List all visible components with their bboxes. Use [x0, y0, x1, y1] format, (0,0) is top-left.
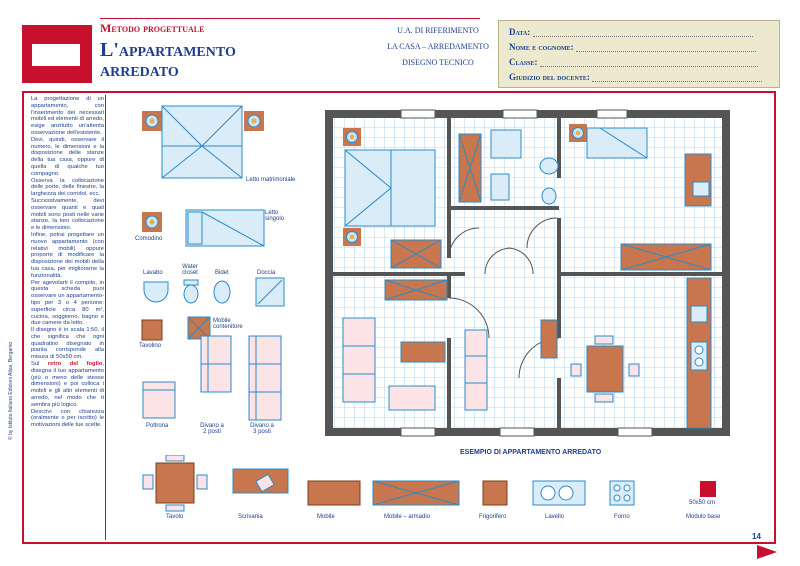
cabinet-symbol	[308, 481, 360, 505]
label-armchair: Poltrona	[146, 423, 169, 429]
sofa-2-seats-symbol	[201, 336, 231, 392]
desk-symbol	[233, 469, 288, 493]
form-field-data[interactable]	[533, 28, 753, 37]
instructions-text	[31, 96, 104, 429]
label-washbasin: Lavabo	[143, 270, 163, 276]
instructions-p8	[31, 361, 104, 409]
ud-topic: LA CASA – ARREDAMENTO	[387, 42, 489, 51]
header-rule	[100, 18, 480, 19]
label-sink: Lavello	[545, 514, 565, 520]
form-label-nome: Nome e cognome:	[509, 42, 574, 52]
form-label-classe: Classe:	[509, 57, 538, 67]
label-sofa-2: Divano a 2 posti	[200, 423, 224, 435]
form-label-data: Data:	[509, 27, 531, 37]
title-line-1: L'appartamento	[100, 39, 236, 61]
label-nightstand: Comodino	[135, 236, 163, 242]
oven-symbol	[610, 481, 634, 505]
label-table: Tavolo	[166, 514, 184, 520]
page-title	[100, 40, 236, 80]
p8-emphasis: retro del foglio	[47, 361, 103, 368]
furniture-symbols	[108, 96, 323, 436]
label-single-bed: Letto singolo	[265, 210, 285, 222]
washbasin-symbol	[144, 282, 168, 302]
label-module-size: 50x50 cm	[689, 500, 716, 506]
form-field-giudizio[interactable]	[592, 73, 762, 82]
page-number: 14	[752, 532, 761, 541]
next-page-arrow-icon[interactable]	[757, 545, 777, 559]
bottom-symbols	[108, 455, 768, 515]
form-label-giudizio: Giudizio del docente:	[509, 72, 590, 82]
base-module-symbol	[700, 481, 716, 497]
plan-caption: ESEMPIO DI APPARTAMENTO ARREDATO	[460, 449, 602, 456]
header-white-label	[32, 44, 80, 66]
instructions-p5: Infine, potrai progettare un nuovo appartamento (con relativi mobili) oppure proporre di modificare la disposizione dei mobili della tua casa, per migliorarne la funzionalità.	[31, 231, 104, 279]
instructions-p4: Successivamente, devi osservare quanti e quali mobili sono posti nelle varie stanze, la loro collocazione e le dimensioni.	[31, 197, 104, 232]
double-bed-symbol	[142, 106, 264, 178]
form-row-data[interactable]	[509, 27, 753, 37]
small-table-symbol	[142, 320, 162, 340]
instructions-p9: Descrivi con chiarezza (oralmente o per iscritto) le motivazioni delle tue scelte.	[31, 408, 104, 429]
label-desk: Scrivania	[238, 514, 263, 520]
series-title: Metodo progettuale	[100, 21, 205, 35]
form-row-giudizio[interactable]	[509, 72, 762, 82]
label-storage-cabinet: Mobile contenitore	[213, 318, 243, 330]
title-line-2: arredato	[100, 59, 179, 81]
instructions-p7: Il disegno è in scala 1:50, il che significa che ogni quadratino disegnato in pianta corrisponde alla misura di 50x50 cm.	[31, 327, 104, 361]
bidet-symbol	[214, 281, 230, 303]
label-shower: Doccia	[257, 270, 276, 276]
instructions-p6: Per agevolarti il compito, in questa scheda puoi osservare un appartamento-tipo per 3 o 4 persone: superficie circa 80 m², cucina, soggiorno, bagno e due camere da letto.	[31, 279, 104, 327]
wc-symbol	[184, 280, 198, 303]
ud-type: DISEGNO TECNICO	[402, 58, 474, 67]
copyright-note: © by Istituto Italiano Edizioni Atlas, Bergamo	[8, 341, 14, 440]
label-sofa-3: Divano a 3 posti	[250, 423, 274, 435]
p8-start: Sul	[31, 361, 48, 368]
form-row-nome[interactable]	[509, 42, 756, 52]
label-wardrobe: Mobile – armadio	[384, 514, 431, 520]
floor-plan	[325, 108, 730, 438]
label-fridge: Frigorifero	[479, 514, 507, 520]
label-wc: Water closet	[182, 264, 198, 276]
sink-symbol	[533, 481, 585, 505]
label-small-table: Tavolino	[139, 343, 162, 349]
label-bidet: Bidet	[215, 270, 229, 276]
fridge-symbol	[483, 481, 507, 505]
ud-label: U.A. DI RIFERIMENTO	[397, 26, 479, 35]
student-form	[498, 20, 780, 88]
instructions-p1: La progettazione di un appartamento, con l'inserimento dei necessari mobili ed elementi di arredo, esige anzitutto un'attenta osservazione dell'esistente.	[31, 96, 104, 136]
label-base-module: Modulo base	[686, 514, 721, 520]
instructions-p2: Devi, quindi, osservare il numero, le dimensioni e la disposizione delle stanze della tua casa, oppure di quella di qualche tuo compagno.	[31, 136, 104, 177]
label-oven: Forno	[614, 514, 630, 520]
sofa-3-seats-symbol	[249, 336, 281, 420]
dining-table-symbol	[143, 455, 207, 511]
label-cabinet: Mobile	[317, 514, 335, 520]
shower-symbol	[256, 278, 284, 306]
form-field-nome[interactable]	[576, 43, 756, 52]
instructions-p3: Osserva la collocazione delle porte, delle finestre, la larghezza dei corridoi, ecc.	[31, 177, 104, 198]
wardrobe-symbol	[373, 481, 459, 505]
armchair-symbol	[143, 382, 175, 418]
label-double-bed: Letto matrimoniale	[246, 177, 296, 183]
p8-end: , disegna il tuo appartamento (più o meno delle stesse dimensioni) e poi colloca i mobili e gli altri elementi di arredo, nel modo che ti sembra più logico.	[31, 361, 104, 408]
form-row-classe[interactable]	[509, 57, 758, 67]
form-field-classe[interactable]	[540, 58, 758, 67]
